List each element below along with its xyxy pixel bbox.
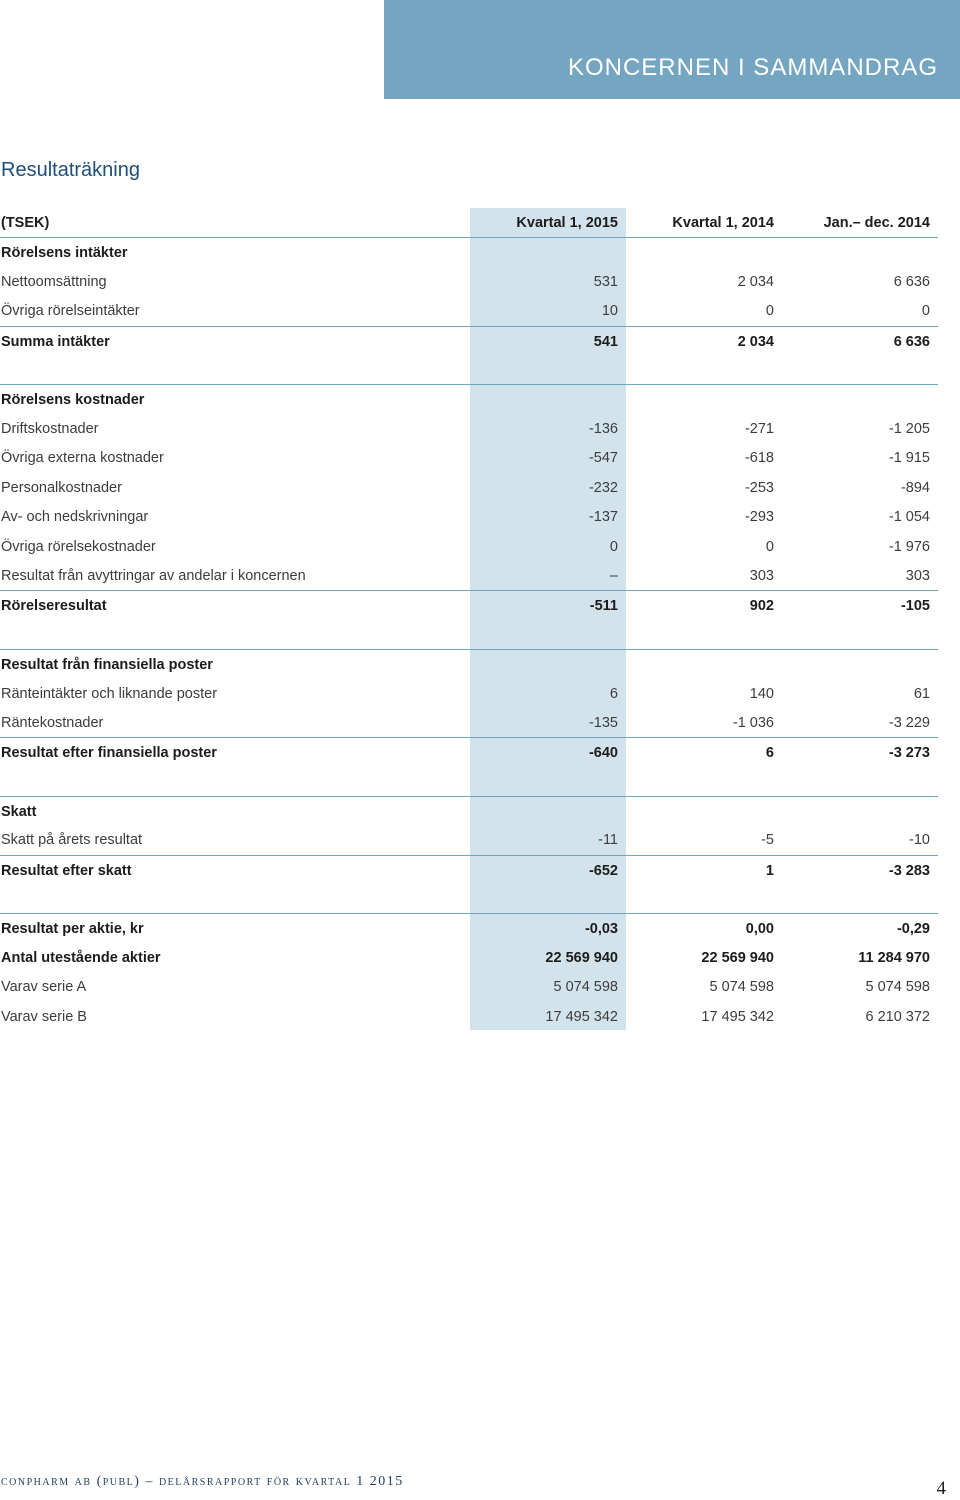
value-full-year-2014: -10 — [909, 832, 930, 848]
value-full-year-2014: -1 915 — [888, 450, 930, 466]
row-label: Räntekostnader — [1, 715, 104, 731]
value-q1-2015: 17 495 342 — [545, 1009, 618, 1025]
row-label: Övriga rörelseintäkter — [1, 303, 140, 319]
value-q1-2014: -293 — [744, 509, 774, 525]
value-q1-2015: 531 — [593, 274, 618, 290]
table-row — [0, 561, 938, 590]
value-q1-2014: -618 — [744, 450, 774, 466]
header-banner — [384, 0, 960, 99]
value-q1-2015: -511 — [589, 598, 618, 614]
value-q1-2015: -135 — [588, 715, 618, 731]
value-q1-2014: -1 036 — [732, 715, 774, 731]
value-full-year-2014: -1 976 — [888, 539, 930, 555]
table-row — [0, 473, 938, 502]
value-q1-2015: 0 — [609, 539, 618, 555]
table-row — [0, 1002, 938, 1031]
value-full-year-2014: -1 205 — [888, 421, 930, 437]
value-q1-2015: -547 — [588, 450, 618, 466]
row-label: Övriga rörelsekostnader — [1, 539, 156, 555]
row-label: Rörelseresultat — [1, 598, 107, 614]
table-row — [0, 943, 938, 972]
value-q1-2015: 6 — [609, 686, 618, 702]
table-row — [0, 796, 938, 826]
row-label: Övriga externa kostnader — [1, 450, 164, 466]
row-label: Resultat från finansiella poster — [1, 657, 213, 673]
row-label: Resultat per aktie, kr — [1, 921, 144, 937]
footer-text: conpharm ab (publ) – delårsrapport för kvartal 1 2015 — [1, 1474, 404, 1489]
table-row — [0, 532, 938, 561]
value-q1-2014: 303 — [749, 568, 774, 584]
table-row — [0, 679, 938, 708]
value-q1-2014: 2 034 — [737, 274, 774, 290]
table-row — [0, 296, 938, 325]
row-label: Rörelsens kostnader — [1, 392, 145, 408]
value-q1-2014: 1 — [765, 863, 774, 879]
header-col-q1-2014: Kvartal 1, 2014 — [672, 215, 774, 231]
value-full-year-2014: -3 229 — [888, 715, 930, 731]
table-row — [0, 913, 938, 943]
value-q1-2015: -0,03 — [584, 921, 618, 937]
value-q1-2015: 5 074 598 — [553, 979, 618, 995]
value-q1-2014: 140 — [749, 686, 774, 702]
value-q1-2014: 17 495 342 — [701, 1009, 774, 1025]
table-row — [0, 443, 938, 472]
value-q1-2014: 0 — [765, 303, 774, 319]
row-label: Nettoomsättning — [1, 274, 107, 290]
header-col-full-year-2014: Jan.– dec. 2014 — [823, 215, 930, 231]
row-label: Ränteintäkter och liknande poster — [1, 686, 218, 702]
row-label: Av- och nedskrivningar — [1, 509, 149, 525]
value-q1-2014: -5 — [761, 832, 774, 848]
value-q1-2015: – — [609, 568, 618, 584]
value-full-year-2014: 6 636 — [893, 274, 930, 290]
value-q1-2014: 902 — [749, 598, 774, 614]
row-label: Varav serie B — [1, 1009, 87, 1025]
header-label: (TSEK) — [1, 215, 50, 231]
value-q1-2015: -652 — [588, 863, 618, 879]
header-col-q1-2015: Kvartal 1, 2015 — [516, 215, 618, 231]
row-label: Rörelsens intäkter — [1, 245, 128, 261]
row-label: Skatt — [1, 804, 37, 820]
value-full-year-2014: -3 273 — [888, 745, 930, 761]
value-full-year-2014: 11 284 970 — [858, 950, 930, 966]
table-row — [0, 237, 938, 267]
table-row — [0, 414, 938, 443]
table-row — [0, 708, 938, 737]
value-q1-2015: -137 — [588, 509, 618, 525]
row-label: Varav serie A — [1, 979, 87, 995]
table-row — [0, 267, 938, 296]
value-q1-2015: -11 — [598, 832, 618, 848]
value-q1-2014: 6 — [765, 745, 774, 761]
value-q1-2015: 10 — [601, 303, 618, 319]
table-row — [0, 972, 938, 1001]
value-q1-2014: -253 — [744, 480, 774, 496]
row-label: Antal utestående aktier — [1, 950, 161, 966]
value-q1-2014: 2 034 — [737, 334, 774, 350]
value-q1-2015: -136 — [588, 421, 618, 437]
row-label: Summa intäkter — [1, 334, 110, 350]
value-q1-2014: -271 — [744, 421, 774, 437]
value-q1-2014: 0 — [765, 539, 774, 555]
page-number: 4 — [936, 1478, 946, 1499]
row-label: Personalkostnader — [1, 480, 122, 496]
row-label: Driftskostnader — [1, 421, 99, 437]
value-q1-2014: 0,00 — [745, 921, 774, 937]
section-title: Resultaträkning — [1, 159, 140, 181]
value-full-year-2014: -894 — [900, 480, 930, 496]
table-row — [0, 855, 938, 885]
value-q1-2014: 22 569 940 — [701, 950, 774, 966]
table-row — [0, 384, 938, 414]
value-q1-2015: -640 — [588, 745, 618, 761]
value-full-year-2014: -105 — [900, 598, 930, 614]
table-row — [0, 825, 938, 854]
table-header — [0, 208, 938, 237]
value-full-year-2014: 0 — [921, 303, 930, 319]
value-q1-2015: 541 — [593, 334, 618, 350]
value-full-year-2014: 61 — [913, 686, 930, 702]
row-label: Resultat efter finansiella poster — [1, 745, 217, 761]
value-q1-2015: 22 569 940 — [545, 950, 618, 966]
value-q1-2014: 5 074 598 — [709, 979, 774, 995]
table-row — [0, 737, 938, 767]
table-row — [0, 590, 938, 620]
value-full-year-2014: 6 210 372 — [865, 1009, 930, 1025]
table-row — [0, 649, 938, 679]
value-full-year-2014: 303 — [905, 568, 930, 584]
value-full-year-2014: -1 054 — [888, 509, 930, 525]
row-label: Resultat efter skatt — [1, 863, 132, 879]
banner-title: KONCERNEN I SAMMANDRAG — [567, 54, 938, 81]
value-full-year-2014: -0,29 — [896, 921, 930, 937]
value-full-year-2014: 5 074 598 — [865, 979, 930, 995]
row-label: Skatt på årets resultat — [1, 832, 143, 848]
value-full-year-2014: 6 636 — [893, 334, 930, 350]
table-row — [0, 326, 938, 356]
row-label: Resultat från avyttringar av andelar i koncernen — [1, 568, 306, 584]
value-q1-2015: -232 — [588, 480, 618, 496]
value-full-year-2014: -3 283 — [888, 863, 930, 879]
table-row — [0, 502, 938, 531]
